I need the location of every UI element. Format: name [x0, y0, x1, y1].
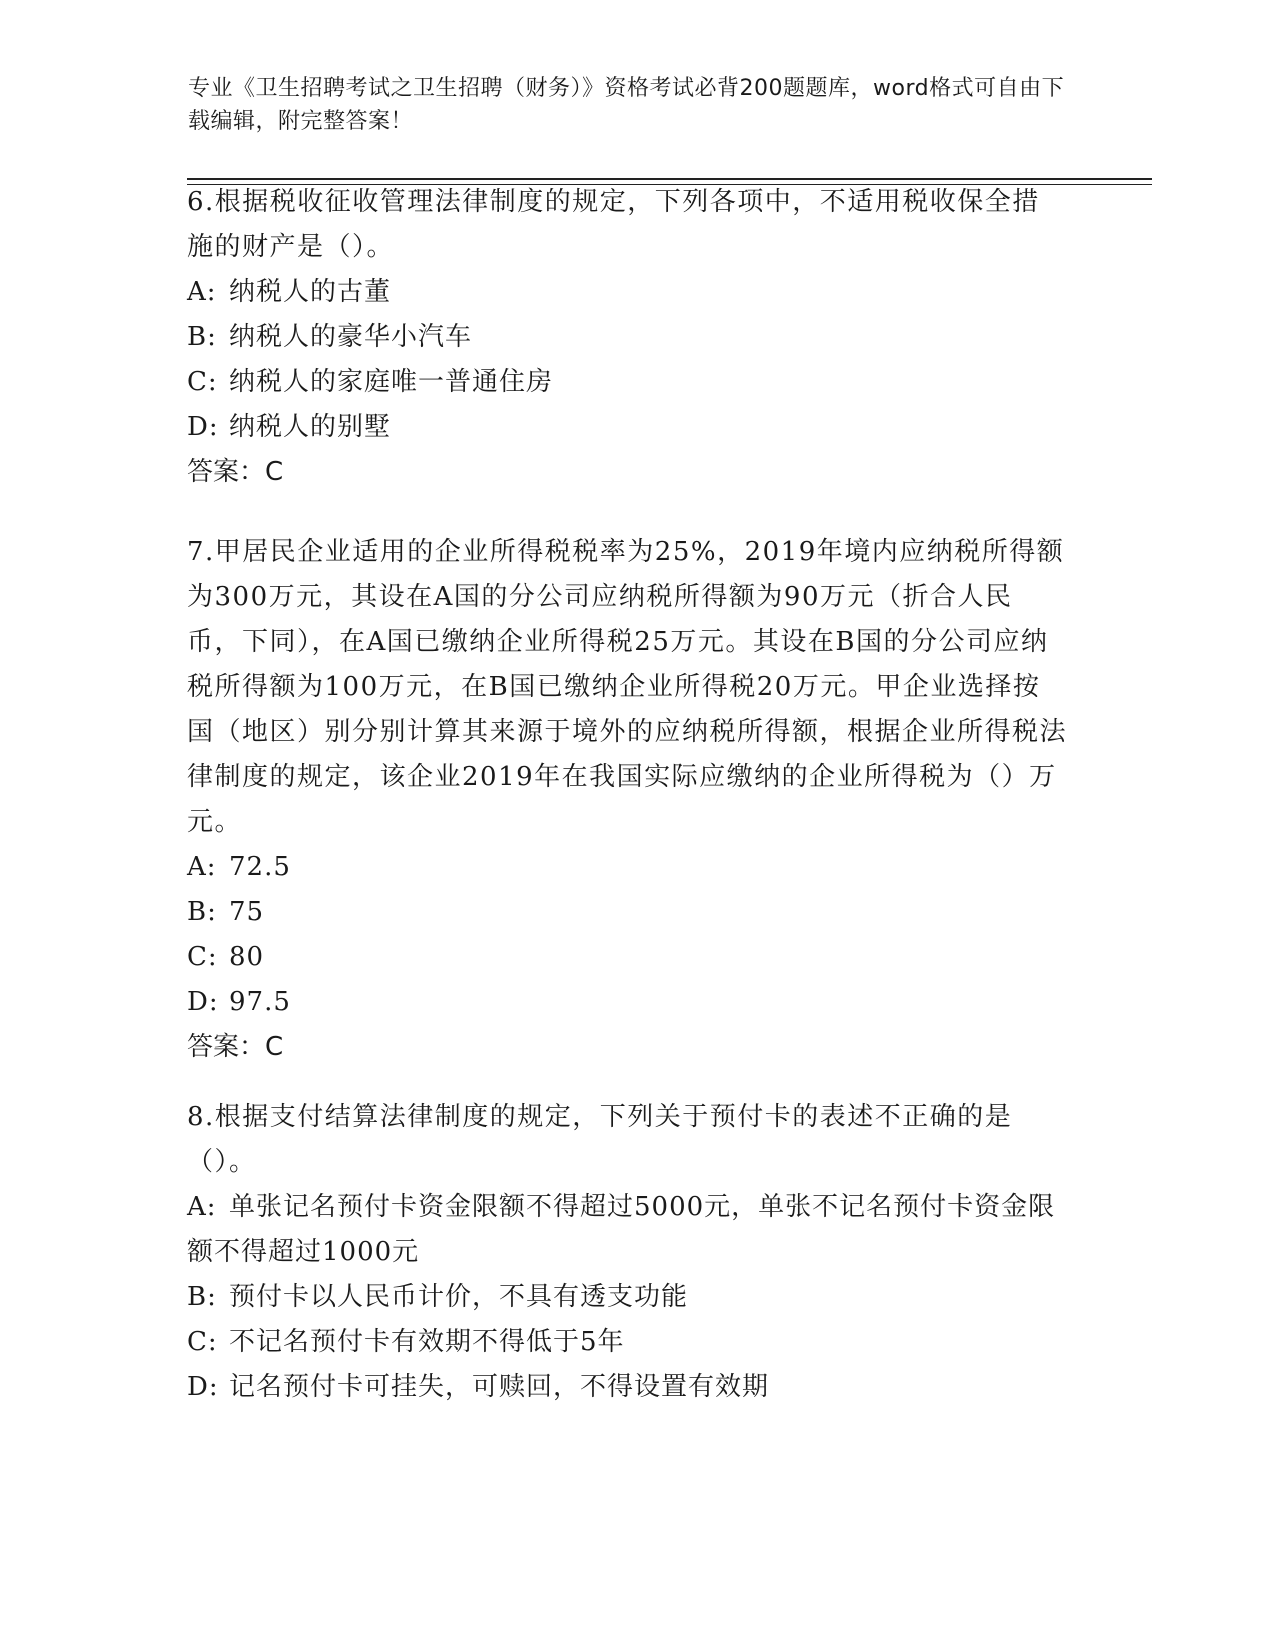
- question-8: [187, 1095, 1067, 1410]
- option-text: 75: [229, 897, 265, 927]
- option-text: 纳税人的别墅: [229, 412, 392, 442]
- option-text: 97.5: [229, 987, 291, 1017]
- question-6: [187, 180, 1067, 495]
- option-label: B:: [187, 897, 217, 927]
- option-text: 纳税人的豪华小汽车: [229, 322, 473, 352]
- option-c: [187, 1320, 1067, 1365]
- option-label: A:: [187, 1192, 217, 1222]
- option-a: [187, 270, 1067, 315]
- option-label: A:: [187, 852, 217, 882]
- option-b: [187, 890, 1067, 935]
- option-text: 72.5: [229, 852, 291, 882]
- answer: 答案：C: [187, 1032, 284, 1062]
- option-text: 纳税人的古董: [229, 277, 392, 307]
- question-stem: 6.根据税收征收管理法律制度的规定，下列各项中，不适用税收保全措施的财产是（）。: [187, 187, 1040, 262]
- answer: 答案：C: [187, 457, 284, 487]
- option-text: 单张记名预付卡资金限额不得超过5000元，单张不记名预付卡资金限额不得超过1000元: [187, 1192, 1056, 1267]
- option-d: [187, 1365, 1067, 1410]
- option-b: [187, 1275, 1067, 1320]
- option-label: D:: [187, 412, 219, 442]
- option-text: 记名预付卡可挂失，可赎回，不得设置有效期: [229, 1372, 770, 1402]
- option-label: D:: [187, 987, 219, 1017]
- option-a: [187, 1185, 1067, 1275]
- option-label: D:: [187, 1372, 219, 1402]
- option-text: 纳税人的家庭唯一普通住房: [229, 367, 554, 397]
- option-label: B:: [187, 1282, 217, 1312]
- option-d: [187, 980, 1067, 1025]
- document-header: 专业《卫生招聘考试之卫生招聘（财务）》资格考试必背200题题库，word格式可自由下载编辑，附完整答案！: [188, 76, 1065, 134]
- option-c: [187, 360, 1067, 405]
- option-label: C:: [187, 942, 218, 972]
- question-7: [187, 530, 1067, 1070]
- option-text: 不记名预付卡有效期不得低于5年: [229, 1327, 625, 1357]
- option-label: A:: [187, 277, 217, 307]
- option-d: [187, 405, 1067, 450]
- option-label: C:: [187, 367, 218, 397]
- question-stem: 7.甲居民企业适用的企业所得税税率为25%，2019年境内应纳税所得额为300万元，其设在A国的分公司应纳税所得额为90万元（折合人民币，下同），在A国已缴纳企业所得税25万元。其设在B国的分公司应纳税所得额为100万元，在B国已缴纳企业所得税20万元。甲企业选择按国（地区）别分别计算其来源于境外的应纳税所得额，根据企业所得税法律制度的规定，该企业2019年在我国实际应缴纳的企业所得税为（）万元。: [187, 537, 1068, 837]
- option-c: [187, 935, 1067, 980]
- option-label: C:: [187, 1327, 218, 1357]
- option-a: [187, 845, 1067, 890]
- question-stem: 8.根据支付结算法律制度的规定，下列关于预付卡的表述不正确的是（）。: [187, 1102, 1013, 1177]
- option-label: B:: [187, 322, 217, 352]
- option-text: 80: [229, 942, 265, 972]
- option-text: 预付卡以人民币计价，不具有透支功能: [229, 1282, 689, 1312]
- option-b: [187, 315, 1067, 360]
